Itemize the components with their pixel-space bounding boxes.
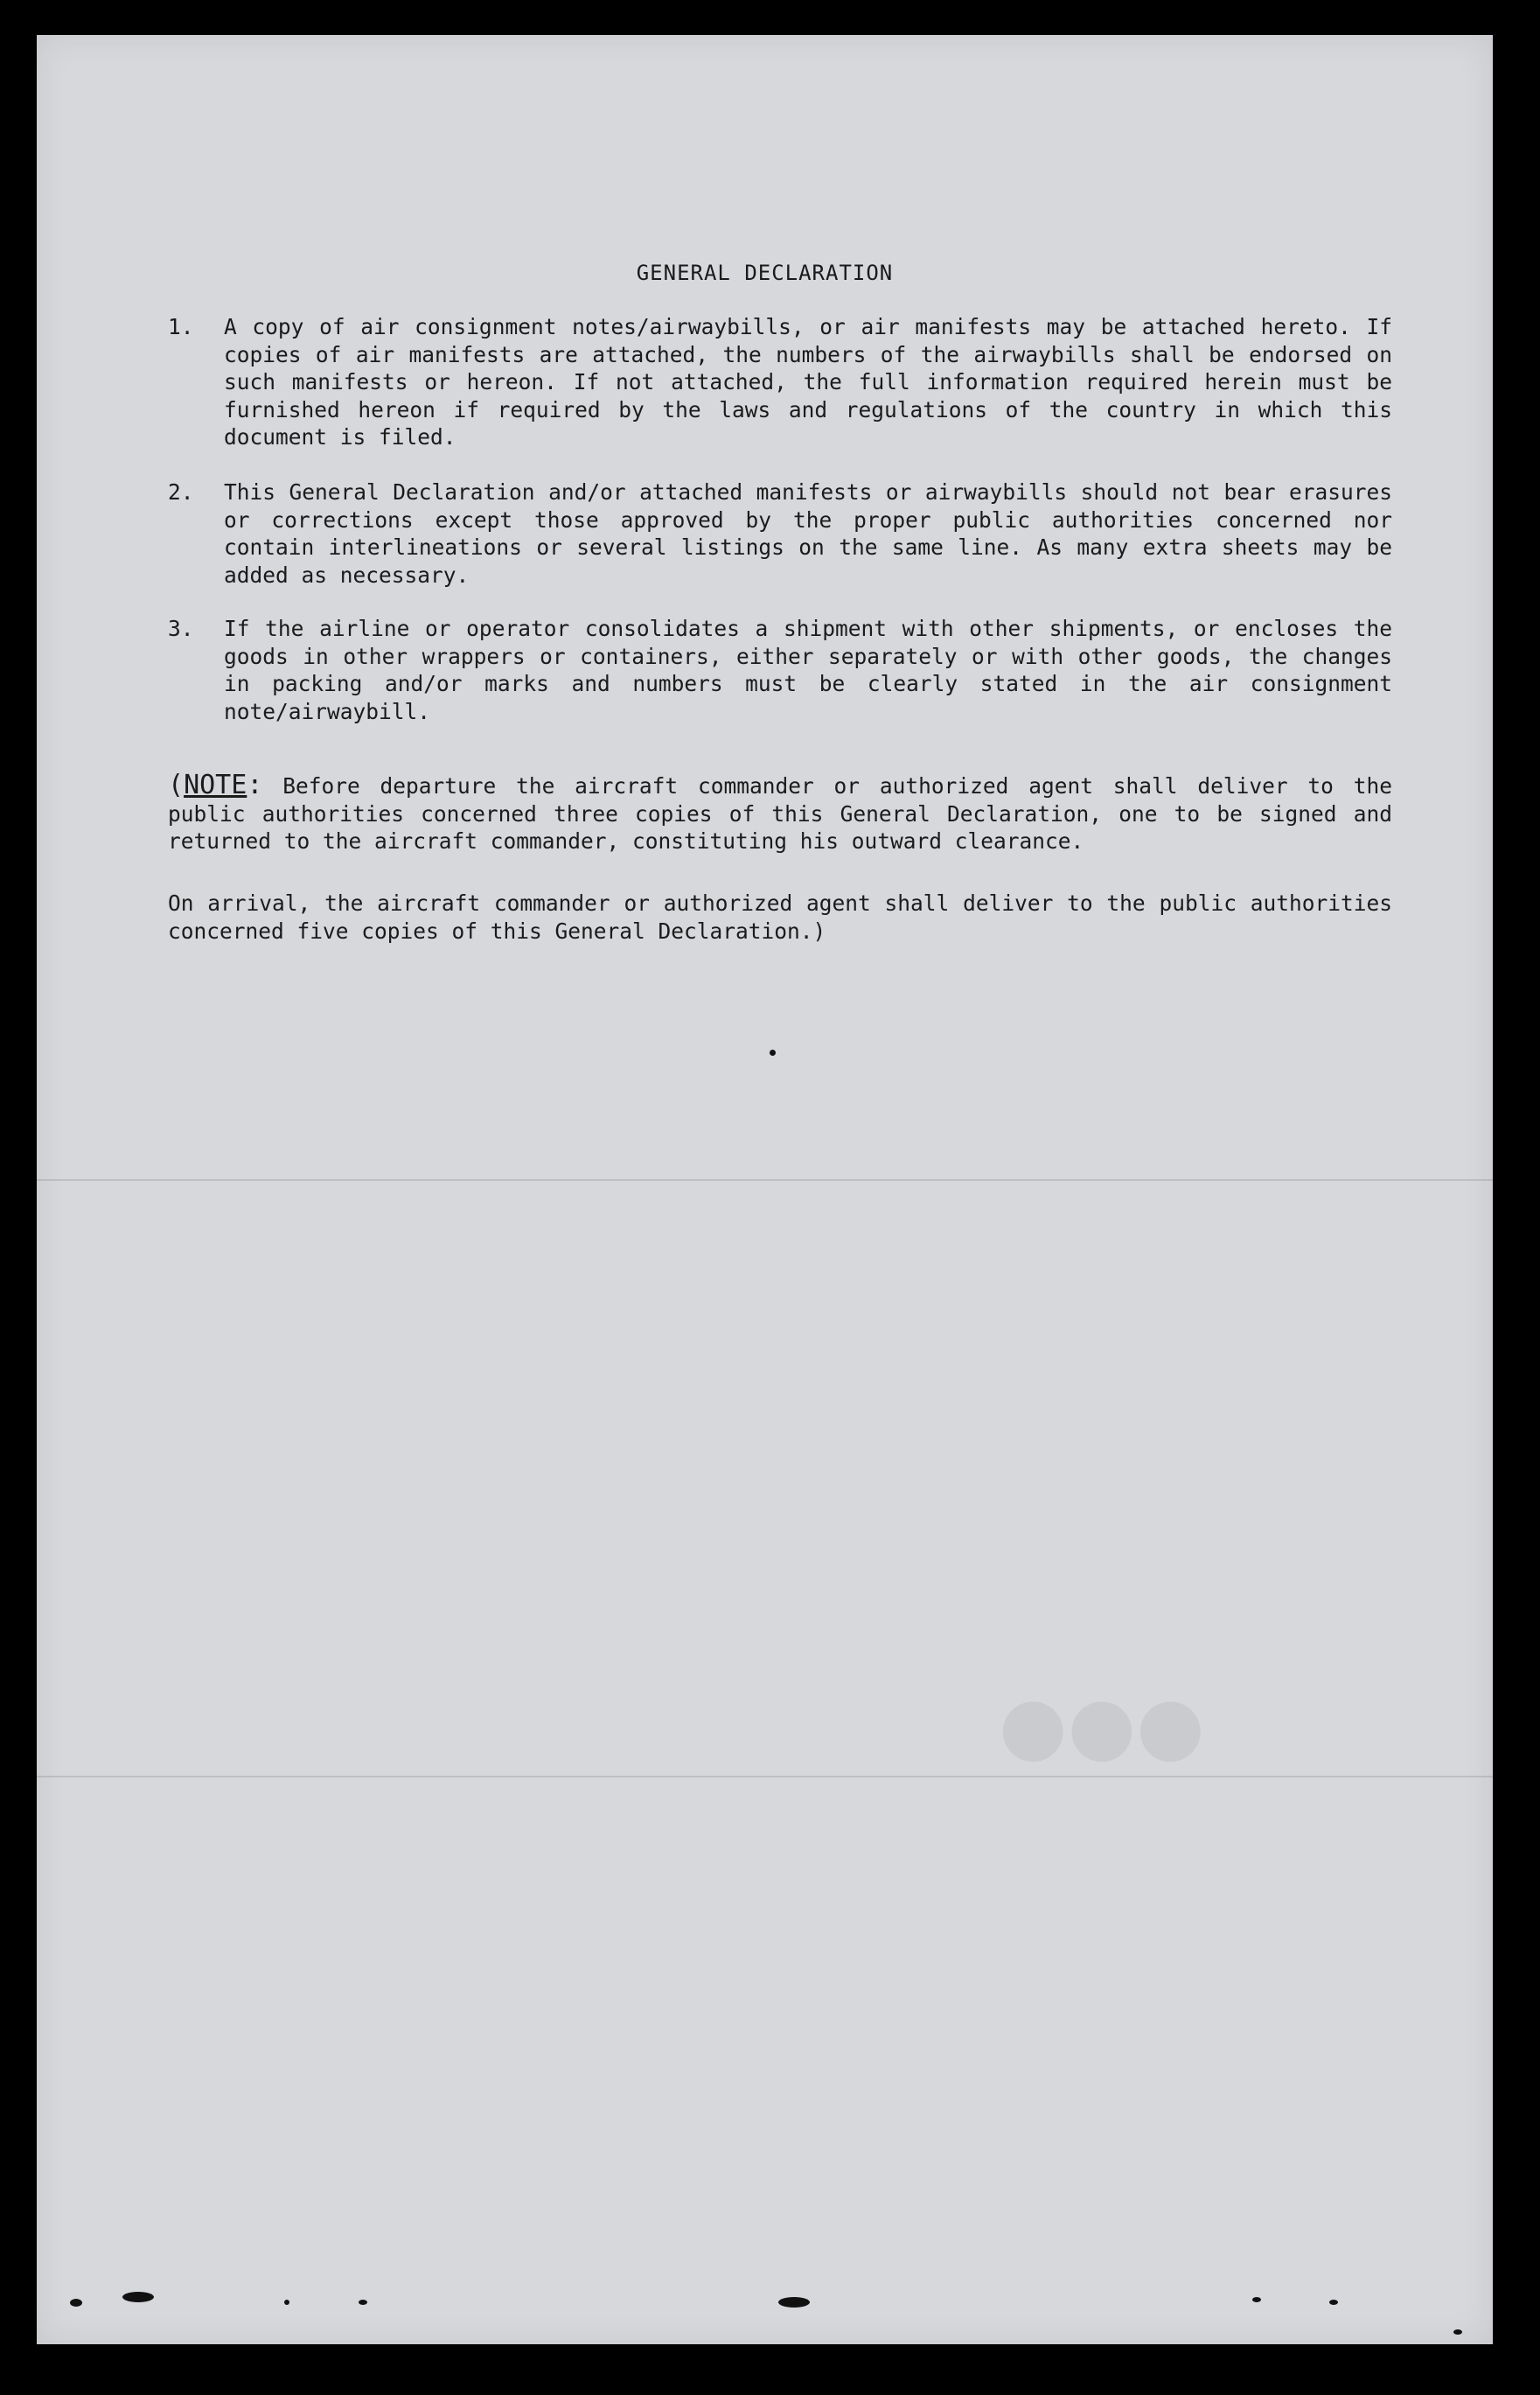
item-number: 1.	[168, 314, 194, 339]
note-colon: :	[247, 770, 263, 800]
item-number: 3.	[168, 616, 194, 641]
document-page	[37, 35, 1493, 2344]
edge-mark	[70, 2299, 82, 2307]
item-text: If the airline or operator consolidates a shipment with other shipments, or encloses the goods in other wrappers or containers, either separately or with other goods, the changes in packing and/or marks and numbers must be clearly stated in the air consignment note/airwaybill.	[224, 616, 1392, 724]
arrival-note: On arrival, the aircraft commander or authorized agent shall deliver to the public authorities concerned five copies of this General Declaration.)	[168, 890, 1392, 944]
ink-speck	[770, 1050, 776, 1056]
item-number: 2.	[168, 479, 194, 505]
edge-mark	[284, 2300, 289, 2305]
departure-note	[168, 772, 1392, 855]
instruction-item-3	[168, 615, 1392, 725]
edge-mark	[1453, 2329, 1462, 2335]
show-through-watermark: ●●●	[999, 1679, 1205, 1771]
fold-line-lower	[37, 1776, 1493, 1777]
instruction-item-2	[168, 478, 1392, 589]
note-keyword: NOTE	[184, 770, 247, 800]
item-text: A copy of air consignment notes/airwaybills, or air manifests may be attached hereto. If copies of air manifests are attached, the numbers of the airwaybills shall be endorsed on such manifests or hereon. If not attached, the full information required herein must be furnished hereon if required by the laws and regulations of the country in which this document is filed.	[224, 314, 1392, 450]
note-open-paren: (	[168, 770, 185, 800]
edge-mark	[1252, 2297, 1261, 2302]
instruction-item-1	[168, 313, 1392, 451]
document-title: GENERAL DECLARATION	[636, 261, 894, 285]
edge-mark	[778, 2297, 810, 2308]
edge-mark	[122, 2292, 154, 2302]
edge-mark	[1329, 2300, 1338, 2305]
note-text: Before departure the aircraft commander or authorized agent shall deliver to the public authorities concerned three copies of this General Declaration, one to be signed and returned to the aircraft commander, constituting his outward clearance.	[168, 773, 1392, 854]
fold-line-upper	[37, 1179, 1493, 1181]
item-text: This General Declaration and/or attached manifests or airwaybills should not bear erasures or corrections except those approved by the proper public authorities concerned nor contain interlineations or several listings on the same line. As many extra sheets may be added as necessary.	[224, 479, 1392, 588]
edge-mark	[359, 2300, 367, 2305]
